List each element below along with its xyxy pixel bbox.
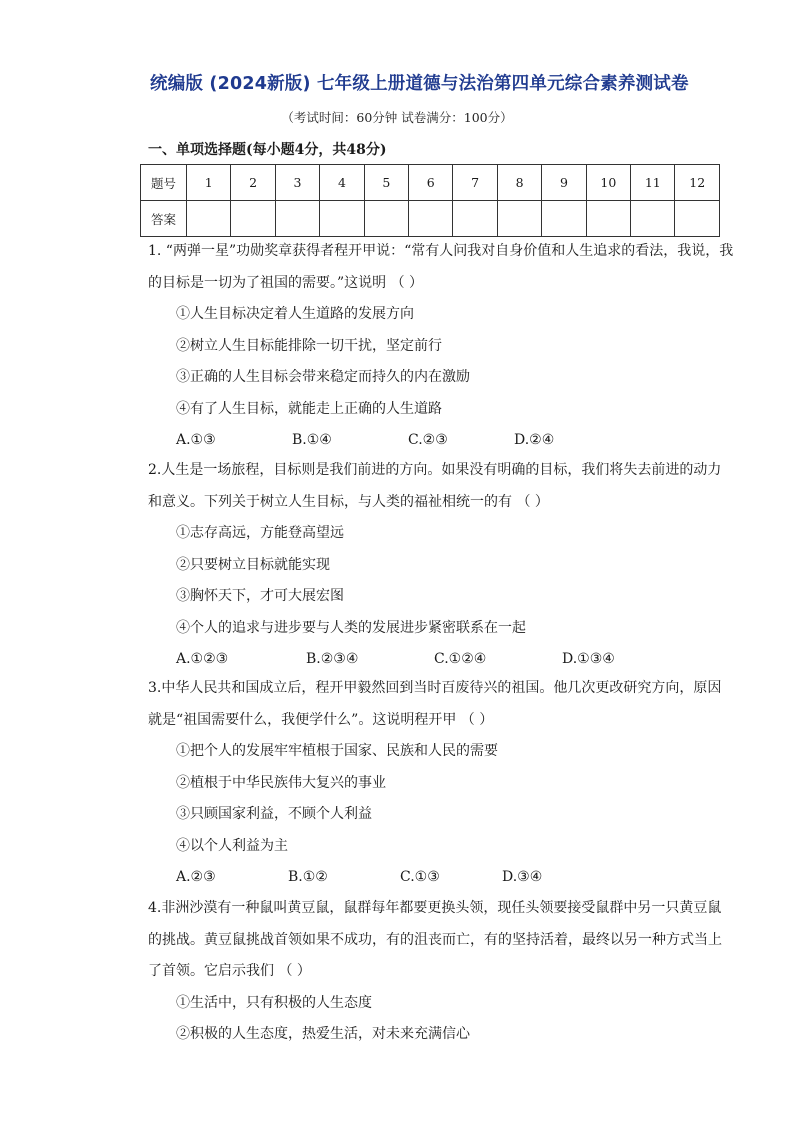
question-number-cell: 10 — [586, 165, 630, 201]
answer-choices — [148, 425, 734, 457]
answer-table-number-row — [141, 165, 720, 201]
statement-option: ①生活中，只有积极的人生态度 — [176, 994, 372, 1011]
answer-cell[interactable] — [497, 201, 541, 237]
question-1 — [148, 236, 734, 457]
answer-cell[interactable] — [320, 201, 364, 237]
answer-cell[interactable] — [231, 201, 275, 237]
answer-cell[interactable] — [542, 201, 586, 237]
choice-b[interactable]: B.②③④ — [306, 651, 359, 667]
question-number-cell: 3 — [275, 165, 319, 201]
page-title: 统编版 (2024新版) 七年级上册道德与法治第四单元综合素养测试卷 — [150, 74, 689, 94]
answer-table-answer-row — [141, 201, 720, 237]
section-heading: 一、单项选择题(每小题4分，共48分) — [148, 142, 387, 158]
answer-cell[interactable] — [675, 201, 720, 237]
answer-cell[interactable] — [275, 201, 319, 237]
question-4 — [148, 893, 734, 1051]
question-stem: 3.中华人民共和国成立后，程开甲毅然回到当时百废待兴的祖国。他几次更改研究方向，原因就是“祖国需要什么，我便学什么”。这说明程开甲 （ ） — [148, 680, 722, 728]
question-stem: 1. “两弹一星”功勋奖章获得者程开甲说：“常有人问我对自身价值和人生追求的看法，我说，我的目标是一切为了祖国的需要。”这说明 （ ） — [148, 243, 734, 291]
statement-option: ②只要树立目标就能实现 — [176, 556, 330, 573]
statement-option: ①人生目标决定着人生道路的发展方向 — [176, 306, 414, 322]
answer-table — [140, 164, 720, 237]
statement-option: ④个人的追求与进步要与人类的发展进步紧密联系在一起 — [176, 619, 526, 636]
statement-option: ④有了人生目标，就能走上正确的人生道路 — [176, 400, 442, 417]
choice-b[interactable]: B.①② — [288, 869, 328, 885]
statement-option: ①志存高远，方能登高望远 — [176, 525, 344, 541]
answer-cell[interactable] — [409, 201, 453, 237]
question-number-cell: 5 — [364, 165, 408, 201]
statement-option: ④以个人利益为主 — [176, 837, 288, 854]
answer-cell[interactable] — [453, 201, 497, 237]
row-label-answer: 答案 — [141, 201, 187, 237]
answer-choices — [148, 862, 734, 894]
question-number-cell: 1 — [187, 165, 231, 201]
answer-cell[interactable] — [187, 201, 231, 237]
question-stem: 2.人生是一场旅程，目标则是我们前进的方向。如果没有明确的目标，我们将失去前进的动力和意义。下列关于树立人生目标，与人类的福祉相统一的有 （ ） — [148, 462, 722, 510]
choice-a[interactable]: A.①③ — [176, 432, 216, 448]
question-number-cell: 4 — [320, 165, 364, 201]
choice-b[interactable]: B.①④ — [292, 432, 332, 448]
choice-c[interactable]: C.①②④ — [434, 651, 487, 667]
question-number-cell: 2 — [231, 165, 275, 201]
question-number-cell: 12 — [675, 165, 720, 201]
exam-info: （考试时间：60分钟 试卷满分：100分） — [281, 110, 513, 125]
choice-d[interactable]: D.③④ — [502, 869, 543, 885]
answer-cell[interactable] — [631, 201, 675, 237]
answer-choices — [148, 644, 734, 676]
question-number-cell: 11 — [631, 165, 675, 201]
answer-cell[interactable] — [364, 201, 408, 237]
statement-option: ②树立人生目标能排除一切干扰，坚定前行 — [176, 337, 442, 354]
row-label-number: 题号 — [141, 165, 187, 201]
choice-a[interactable]: A.②③ — [176, 869, 216, 885]
question-3 — [148, 673, 734, 894]
question-number-cell: 9 — [542, 165, 586, 201]
statement-option: ③正确的人生目标会带来稳定而持久的内在激励 — [176, 369, 470, 385]
choice-a[interactable]: A.①②③ — [176, 651, 229, 667]
statement-option: ②植根于中华民族伟大复兴的事业 — [176, 774, 386, 791]
statement-option: ②积极的人生态度，热爱生活，对未来充满信心 — [176, 1026, 470, 1042]
choice-c[interactable]: C.①③ — [400, 869, 440, 885]
choice-d[interactable]: D.①③④ — [562, 651, 615, 667]
question-stem: 4.非洲沙漠有一种鼠叫黄豆鼠，鼠群每年都要更换头领，现任头领要接受鼠群中另一只黄豆鼠的挑战。黄豆鼠挑战首领如果不成功，有的沮丧而亡，有的坚持活着，最终以另一种方式当上了首领。它启示我们 （ ） — [148, 900, 722, 979]
statement-option: ①把个人的发展牢牢植根于国家、民族和人民的需要 — [176, 743, 498, 759]
question-number-cell: 7 — [453, 165, 497, 201]
question-number-cell: 6 — [409, 165, 453, 201]
statement-option: ③胸怀天下，才可大展宏图 — [176, 588, 344, 604]
answer-cell[interactable] — [586, 201, 630, 237]
question-2 — [148, 455, 734, 676]
question-number-cell: 8 — [497, 165, 541, 201]
choice-c[interactable]: C.②③ — [408, 432, 448, 448]
choice-d[interactable]: D.②④ — [514, 432, 555, 448]
statement-option: ③只顾国家利益，不顾个人利益 — [176, 806, 372, 822]
